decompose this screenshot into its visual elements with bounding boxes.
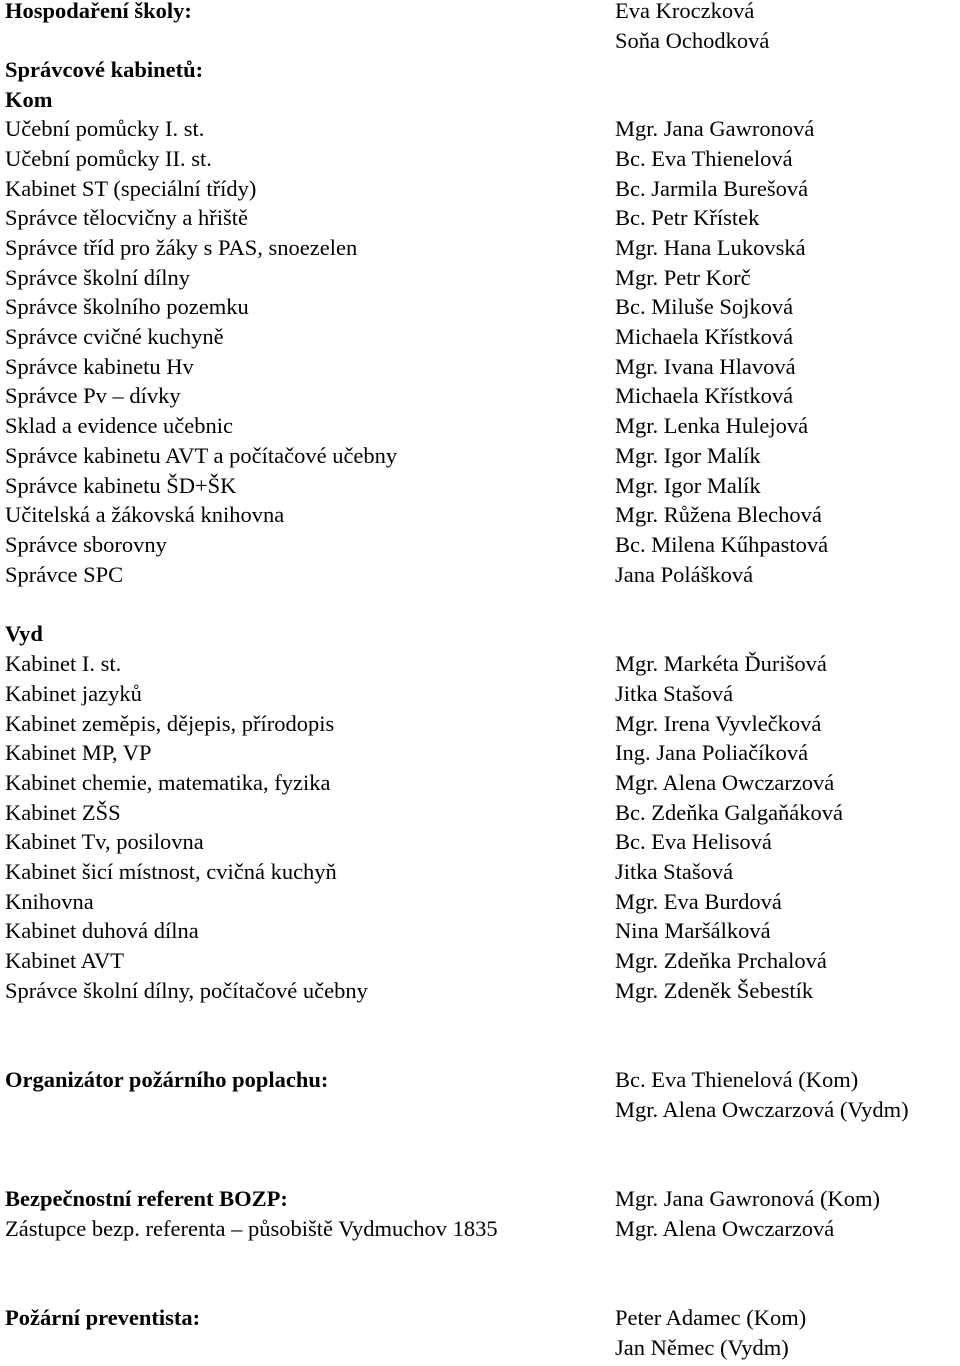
person-name: Mgr. Jana Gawronová <box>615 116 815 141</box>
role-label: Správce kabinetu AVT a počítačové učebny <box>5 443 398 468</box>
person-name: Bc. Petr Křístek <box>615 205 760 230</box>
list-item <box>0 233 960 263</box>
role-label: Sklad a evidence učebnic <box>5 413 234 438</box>
list-item <box>0 738 960 768</box>
list-item <box>0 768 960 798</box>
list-item <box>0 263 960 293</box>
role-label: Kabinet I. st. <box>5 651 122 676</box>
role-label: Knihovna <box>5 889 94 914</box>
list-item <box>0 530 960 560</box>
role-label: Správce tříd pro žáky s PAS, snoezelen <box>5 235 358 260</box>
section-heading: Organizátor požárního poplachu: <box>5 1067 329 1092</box>
row-right-1 <box>0 26 960 56</box>
person-name: Ing. Jana Poliačíková <box>615 740 809 765</box>
list-item <box>0 381 960 411</box>
row-vyd-heading <box>0 619 960 649</box>
person-name: Michaela Křístková <box>615 324 794 349</box>
person-name: Mgr. Zdeňka Prchalová <box>615 948 827 973</box>
list-item <box>0 411 960 441</box>
list-item <box>0 144 960 174</box>
row-spravcove-kabinetu <box>0 55 960 85</box>
subsection-heading: Kom <box>5 87 53 112</box>
person-name: Bc. Eva Thienelová (Kom) <box>615 1067 859 1092</box>
person-name: Nina Maršálková <box>615 918 771 943</box>
person-name: Mgr. Ivana Hlavová <box>615 354 796 379</box>
person-name: Mgr. Alena Owczarzová <box>615 770 835 795</box>
list-item <box>0 322 960 352</box>
role-label: Kabinet Tv, posilovna <box>5 829 204 854</box>
list-item <box>0 352 960 382</box>
list-item <box>0 500 960 530</box>
person-name: Mgr. Růžena Blechová <box>615 502 822 527</box>
person-name: Bc. Jarmila Burešová <box>615 176 809 201</box>
role-label: Učební pomůcky II. st. <box>5 146 212 171</box>
role-label: Správce kabinetu Hv <box>5 354 194 379</box>
person-name: Jitka Stašová <box>615 859 734 884</box>
person-name: Bc. Miluše Sojková <box>615 294 794 319</box>
list-item <box>0 114 960 144</box>
person-name: Soňa Ochodková <box>615 28 770 53</box>
list-item <box>0 946 960 976</box>
role-label: Správce SPC <box>5 562 124 587</box>
row-fire-alarm-organizer-2 <box>0 1095 960 1125</box>
list-item <box>0 827 960 857</box>
person-name: Jan Němec (Vydm) <box>615 1335 789 1360</box>
list-item <box>0 174 960 204</box>
person-name: Michaela Křístková <box>615 383 794 408</box>
role-label: Správce Pv – dívky <box>5 383 181 408</box>
person-name: Bc. Milena Kűhpastová <box>615 532 829 557</box>
list-item <box>0 679 960 709</box>
role-label: Kabinet ZŠS <box>5 800 121 825</box>
list-item <box>0 560 960 590</box>
person-name: Jitka Stašová <box>615 681 734 706</box>
row-bozp-referent <box>0 1184 960 1214</box>
person-name: Bc. Eva Thienelová <box>615 146 793 171</box>
subsection-heading: Vyd <box>5 621 43 646</box>
person-name: Mgr. Zdeněk Šebestík <box>615 978 814 1003</box>
row-fire-alarm-organizer <box>0 1065 960 1095</box>
list-item <box>0 976 960 1006</box>
person-name: Mgr. Jana Gawronová (Kom) <box>615 1186 880 1211</box>
role-label: Kabinet AVT <box>5 948 124 973</box>
row-bozp-deputy <box>0 1214 960 1244</box>
role-label: Učební pomůcky I. st. <box>5 116 205 141</box>
row-fire-preventist-2 <box>0 1333 960 1363</box>
role-label: Kabinet šicí místnost, cvičná kuchyň <box>5 859 337 884</box>
row-fire-preventist <box>0 1303 960 1333</box>
person-name: Mgr. Alena Owczarzová (Vydm) <box>615 1097 909 1122</box>
person-name: Eva Kroczková <box>615 0 755 23</box>
list-item <box>0 887 960 917</box>
row-kom-heading <box>0 85 960 115</box>
person-name: Bc. Zdeňka Galgaňáková <box>615 800 844 825</box>
person-name: Mgr. Eva Burdová <box>615 889 782 914</box>
list-item <box>0 709 960 739</box>
role-label: Správce školního pozemku <box>5 294 249 319</box>
person-name: Mgr. Hana Lukovská <box>615 235 806 260</box>
list-item <box>0 441 960 471</box>
person-name: Mgr. Irena Vyvlečková <box>615 711 822 736</box>
role-label: Kabinet MP, VP <box>5 740 152 765</box>
person-name: Peter Adamec (Kom) <box>615 1305 807 1330</box>
person-name: Mgr. Lenka Hulejová <box>615 413 809 438</box>
role-label: Kabinet chemie, matematika, fyzika <box>5 770 331 795</box>
person-name: Jana Polášková <box>615 562 754 587</box>
list-item <box>0 203 960 233</box>
role-label: Učitelská a žákovská knihovna <box>5 502 285 527</box>
role-label: Správce sborovny <box>5 532 167 557</box>
person-name: Mgr. Igor Malík <box>615 443 761 468</box>
list-item <box>0 471 960 501</box>
section-heading: Bezpečnostní referent BOZP: <box>5 1186 288 1211</box>
list-item <box>0 649 960 679</box>
list-item <box>0 857 960 887</box>
role-label: Kabinet zeměpis, dějepis, přírodopis <box>5 711 335 736</box>
person-name: Mgr. Petr Korč <box>615 265 751 290</box>
person-name: Bc. Eva Helisová <box>615 829 772 854</box>
role-label: Správce tělocvičny a hřiště <box>5 205 249 230</box>
role-label: Správce školní dílny, počítačové učebny <box>5 978 368 1003</box>
person-name: Mgr. Igor Malík <box>615 473 761 498</box>
role-label: Správce kabinetu ŠD+ŠK <box>5 473 237 498</box>
person-name: Mgr. Alena Owczarzová <box>615 1216 835 1241</box>
list-item <box>0 916 960 946</box>
section-heading: Požární preventista: <box>5 1305 201 1330</box>
role-label: Kabinet jazyků <box>5 681 142 706</box>
list-item <box>0 798 960 828</box>
role-label: Správce cvičné kuchyně <box>5 324 224 349</box>
section-heading: Hospodaření školy: <box>5 0 192 23</box>
list-item <box>0 292 960 322</box>
role-label: Správce školní dílny <box>5 265 190 290</box>
role-label: Zástupce bezp. referenta – působiště Vydmuchov 1835 <box>5 1216 498 1241</box>
role-label: Kabinet ST (speciální třídy) <box>5 176 257 201</box>
row-right-0 <box>0 0 960 26</box>
person-name: Mgr. Markéta Ďurišová <box>615 651 827 676</box>
role-label: Kabinet duhová dílna <box>5 918 199 943</box>
section-heading: Správcové kabinetů: <box>5 57 204 82</box>
